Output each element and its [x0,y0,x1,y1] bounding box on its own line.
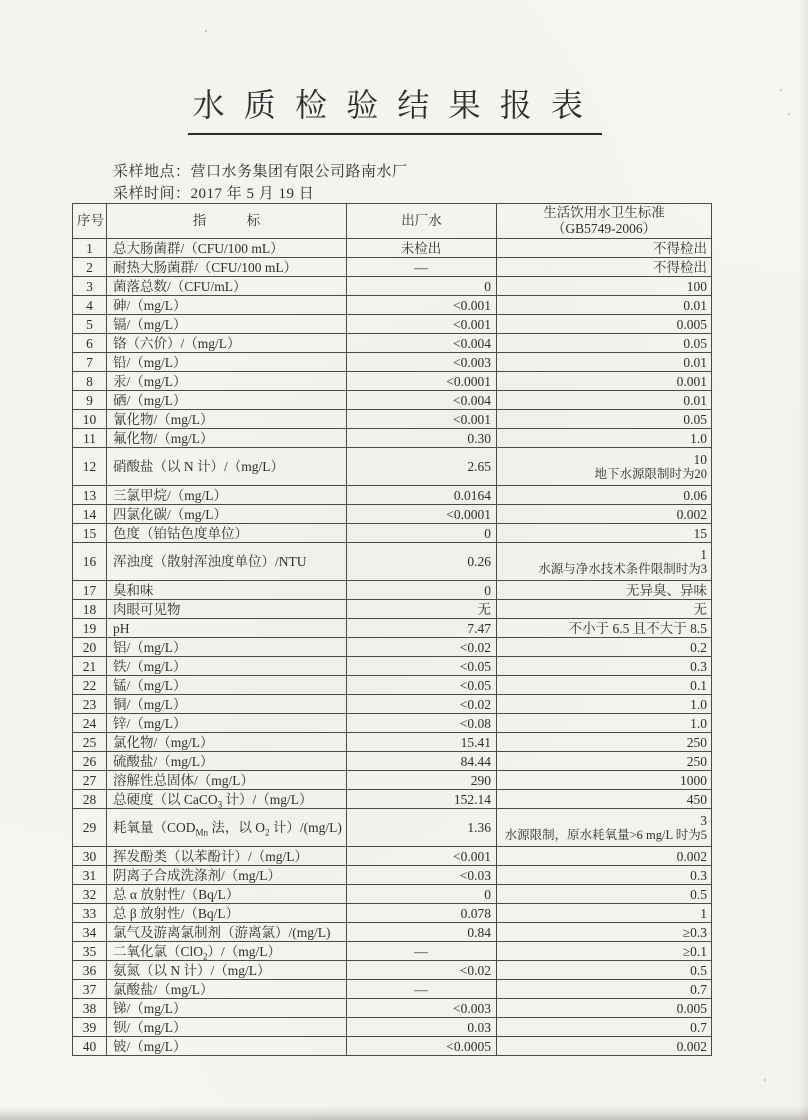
row-standard: 不得检出 [497,239,712,258]
row-standard: 0.2 [497,638,712,657]
table-row [73,353,712,372]
row-indicator: 氰化物/（mg/L） [107,410,347,429]
row-result: <0.001 [347,315,497,334]
table-row [73,885,712,904]
results-table-container [72,203,712,1056]
row-no: 39 [73,1018,107,1037]
table-row [73,961,712,980]
row-result: 7.47 [347,619,497,638]
row-indicator: 氯化物/（mg/L） [107,733,347,752]
row-result: <0.001 [347,847,497,866]
row-indicator: 总硬度（以 CaCO$_3$ 计）/（mg/L） [107,790,347,809]
row-standard: 250 [497,733,712,752]
row-standard-value: 1 [700,546,707,562]
table-header-row [73,204,712,239]
table-row [73,771,712,790]
row-result: <0.001 [347,296,497,315]
row-indicator: 锌/（mg/L） [107,714,347,733]
row-result: 未检出 [347,239,497,258]
row-indicator: 菌落总数/（CFU/mL） [107,277,347,296]
results-table [72,203,712,1056]
row-indicator: 铬（六价）/（mg/L） [107,334,347,353]
row-indicator: 钡/（mg/L） [107,1018,347,1037]
row-no: 33 [73,904,107,923]
row-indicator: 镉/（mg/L） [107,315,347,334]
row-standard: 1 [497,904,712,923]
row-no: 26 [73,752,107,771]
row-no: 15 [73,524,107,543]
row-indicator: 耗氧量（$COD_{Mn}$ 法，以 $O_2$ 计）/(mg/L) [107,809,347,847]
row-standard: 450 [497,790,712,809]
row-result: <0.08 [347,714,497,733]
row-no: 28 [73,790,107,809]
row-indicator: 浑浊度（散射浑浊度单位）/NTU [107,543,347,581]
table-row [73,334,712,353]
row-no: 30 [73,847,107,866]
row-indicator: 四氯化碳/（mg/L） [107,505,347,524]
row-result: 2.65 [347,448,497,486]
row-no: 38 [73,999,107,1018]
row-no: 7 [73,353,107,372]
row-no: 37 [73,980,107,999]
sampling-meta [113,161,408,205]
row-standard: 0.3 [497,866,712,885]
table-row [73,619,712,638]
row-standard-note: 水源与净水技术条件限制时为3 [538,561,707,576]
row-indicator: 挥发酚类（以苯酚计）/（mg/L） [107,847,347,866]
row-standard: 15 [497,524,712,543]
row-result: <0.02 [347,695,497,714]
row-standard: 不小于 6.5 且不大于 8.5 [497,619,712,638]
row-standard: 1000 [497,771,712,790]
row-standard: 0.01 [497,391,712,410]
row-standard: 0.002 [497,505,712,524]
table-row [73,847,712,866]
sampling-location-value: 营口水务集团有限公司路南水厂 [190,164,408,180]
table-row [73,429,712,448]
row-indicator: 二氧化氯（ClO$_2$）/（mg/L） [107,942,347,961]
row-standard [497,448,712,486]
row-standard: 0.5 [497,961,712,980]
row-no: 18 [73,600,107,619]
table-row [73,638,712,657]
row-result: 0.0164 [347,486,497,505]
row-result: 84.44 [347,752,497,771]
row-result: <0.02 [347,961,497,980]
row-standard-note: 地下水源限制时为20 [594,466,707,481]
table-row [73,486,712,505]
col-header-no: 序号 [73,204,107,239]
row-standard [497,809,712,847]
row-standard: 1.0 [497,429,712,448]
table-row [73,277,712,296]
table-row [73,315,712,334]
table-row [73,1037,712,1056]
table-row [73,581,712,600]
row-no: 40 [73,1037,107,1056]
row-standard [497,543,712,581]
scan-noise-speck [205,30,207,32]
row-indicator: 总 β 放射性/（Bq/L） [107,904,347,923]
row-indicator: 三氯甲烷/（mg/L） [107,486,347,505]
row-result: <0.03 [347,866,497,885]
row-result: 0 [347,524,497,543]
row-standard: 0.002 [497,847,712,866]
table-row [73,258,712,277]
row-no: 20 [73,638,107,657]
report-header [0,80,790,135]
row-result: <0.05 [347,657,497,676]
row-no: 5 [73,315,107,334]
row-indicator: 氟化物/（mg/L） [107,429,347,448]
row-no: 14 [73,505,107,524]
row-standard: 0.001 [497,372,712,391]
row-indicator: 锰/（mg/L） [107,676,347,695]
row-no: 31 [73,866,107,885]
table-row [73,657,712,676]
row-indicator: 色度（铂钴色度单位） [107,524,347,543]
row-no: 6 [73,334,107,353]
row-result: <0.003 [347,353,497,372]
table-row [73,999,712,1018]
row-no: 10 [73,410,107,429]
row-result: 0 [347,581,497,600]
row-standard: 0.01 [497,296,712,315]
sampling-location-label: 采样地点： [113,164,191,180]
row-result: <0.02 [347,638,497,657]
row-result: <0.004 [347,334,497,353]
col-header-finished-water: 出厂水 [347,204,497,239]
table-row [73,752,712,771]
row-standard: 0.05 [497,334,712,353]
row-no: 29 [73,809,107,847]
row-indicator: 氯气及游离氯制剂（游离氯）/(mg/L) [107,923,347,942]
row-standard: 1.0 [497,695,712,714]
row-standard: 0.7 [497,1018,712,1037]
table-row [73,543,712,581]
row-no: 11 [73,429,107,448]
table-row [73,676,712,695]
row-standard: 0.005 [497,999,712,1018]
row-result: 152.14 [347,790,497,809]
col-header-standard-line2: （GB5749-2006） [551,221,657,236]
row-indicator: 阴离子合成洗涤剂/（mg/L） [107,866,347,885]
table-row [73,505,712,524]
row-no: 12 [73,448,107,486]
table-row [73,733,712,752]
row-standard: 0.002 [497,1037,712,1056]
table-row [73,714,712,733]
row-standard: 100 [497,277,712,296]
row-standard: 无异臭、异味 [497,581,712,600]
page-title: 水质检验结果报表 [188,80,602,135]
row-no: 3 [73,277,107,296]
table-row [73,239,712,258]
row-standard: 无 [497,600,712,619]
row-indicator: 硝酸盐（以 N 计）/（mg/L） [107,448,347,486]
row-result: 0.26 [347,543,497,581]
scan-noise-speck [764,1079,766,1081]
col-header-indicator: 指 标 [107,204,347,239]
row-standard: 0.1 [497,676,712,695]
table-row [73,904,712,923]
row-indicator: 总 α 放射性/（Bq/L） [107,885,347,904]
row-no: 32 [73,885,107,904]
row-indicator: 铜/（mg/L） [107,695,347,714]
sampling-time-value: 2017 年 5 月 19 日 [190,186,315,202]
row-result: <0.001 [347,410,497,429]
row-indicator: 硒/（mg/L） [107,391,347,410]
col-header-standard [497,204,712,239]
row-no: 16 [73,543,107,581]
table-row [73,790,712,809]
table-row [73,695,712,714]
table-row [73,809,712,847]
table-row [73,923,712,942]
row-no: 9 [73,391,107,410]
table-row [73,866,712,885]
scan-edge-shadow-bottom [0,1106,808,1120]
row-no: 22 [73,676,107,695]
sampling-time-line [113,183,408,205]
row-indicator: 总大肠菌群/（CFU/100 mL） [107,239,347,258]
row-standard: 0.3 [497,657,712,676]
table-row [73,980,712,999]
row-indicator: 铁/（mg/L） [107,657,347,676]
row-no: 4 [73,296,107,315]
table-row [73,1018,712,1037]
table-row [73,372,712,391]
row-standard: ≥0.1 [497,942,712,961]
scan-noise-speck [780,89,782,91]
row-indicator: 铅/（mg/L） [107,353,347,372]
row-result: 0.30 [347,429,497,448]
table-row [73,600,712,619]
results-table-body [73,239,712,1056]
row-indicator: 溶解性总固体/（mg/L） [107,771,347,790]
row-no: 1 [73,239,107,258]
row-no: 36 [73,961,107,980]
scan-edge-shadow-right [798,0,808,1120]
row-standard: 0.005 [497,315,712,334]
row-result: 0 [347,885,497,904]
row-no: 25 [73,733,107,752]
row-indicator: 锑/（mg/L） [107,999,347,1018]
table-row [73,448,712,486]
row-result: 1.36 [347,809,497,847]
row-indicator: 氯酸盐/（mg/L） [107,980,347,999]
row-result: <0.003 [347,999,497,1018]
row-no: 35 [73,942,107,961]
row-standard: 0.06 [497,486,712,505]
row-standard-value: 3 [700,812,707,828]
row-result: 290 [347,771,497,790]
row-standard: 0.05 [497,410,712,429]
row-no: 34 [73,923,107,942]
row-result: 0.03 [347,1018,497,1037]
row-result: 15.41 [347,733,497,752]
sampling-time-label: 采样时间： [113,186,191,202]
row-result: <0.0001 [347,505,497,524]
table-row [73,524,712,543]
row-result: — [347,258,497,277]
row-no: 24 [73,714,107,733]
row-standard: 0.7 [497,980,712,999]
row-result: 无 [347,600,497,619]
table-row [73,410,712,429]
row-no: 23 [73,695,107,714]
row-indicator: 汞/（mg/L） [107,372,347,391]
row-result: <0.004 [347,391,497,410]
row-standard: 0.01 [497,353,712,372]
row-no: 8 [73,372,107,391]
row-no: 27 [73,771,107,790]
row-standard: 不得检出 [497,258,712,277]
table-row [73,296,712,315]
row-no: 19 [73,619,107,638]
row-indicator: 氨氮（以 N 计）/（mg/L） [107,961,347,980]
sampling-location-line [113,161,408,183]
row-indicator: 铍/（mg/L） [107,1037,347,1056]
table-row [73,391,712,410]
row-result: 0.078 [347,904,497,923]
row-indicator: 铝/（mg/L） [107,638,347,657]
row-result: — [347,942,497,961]
row-result: <0.0001 [347,372,497,391]
row-standard: ≥0.3 [497,923,712,942]
row-indicator: pH [107,619,347,638]
row-standard-note: 水源限制，原水耗氧量>6 mg/L 时为5 [504,827,707,842]
row-standard: 1.0 [497,714,712,733]
row-result: <0.05 [347,676,497,695]
row-indicator: 肉眼可见物 [107,600,347,619]
row-no: 21 [73,657,107,676]
scan-noise-speck [788,113,790,115]
row-indicator: 砷/（mg/L） [107,296,347,315]
row-indicator: 硫酸盐/（mg/L） [107,752,347,771]
row-standard-value: 10 [693,451,707,467]
row-result: <0.0005 [347,1037,497,1056]
row-result: 0.84 [347,923,497,942]
table-row [73,942,712,961]
row-no: 13 [73,486,107,505]
row-indicator: 臭和味 [107,581,347,600]
row-result: — [347,980,497,999]
row-indicator: 耐热大肠菌群/（CFU/100 mL） [107,258,347,277]
row-standard: 250 [497,752,712,771]
row-no: 17 [73,581,107,600]
col-header-standard-line1: 生活饮用水卫生标准 [543,205,665,220]
row-no: 2 [73,258,107,277]
row-result: 0 [347,277,497,296]
row-standard: 0.5 [497,885,712,904]
